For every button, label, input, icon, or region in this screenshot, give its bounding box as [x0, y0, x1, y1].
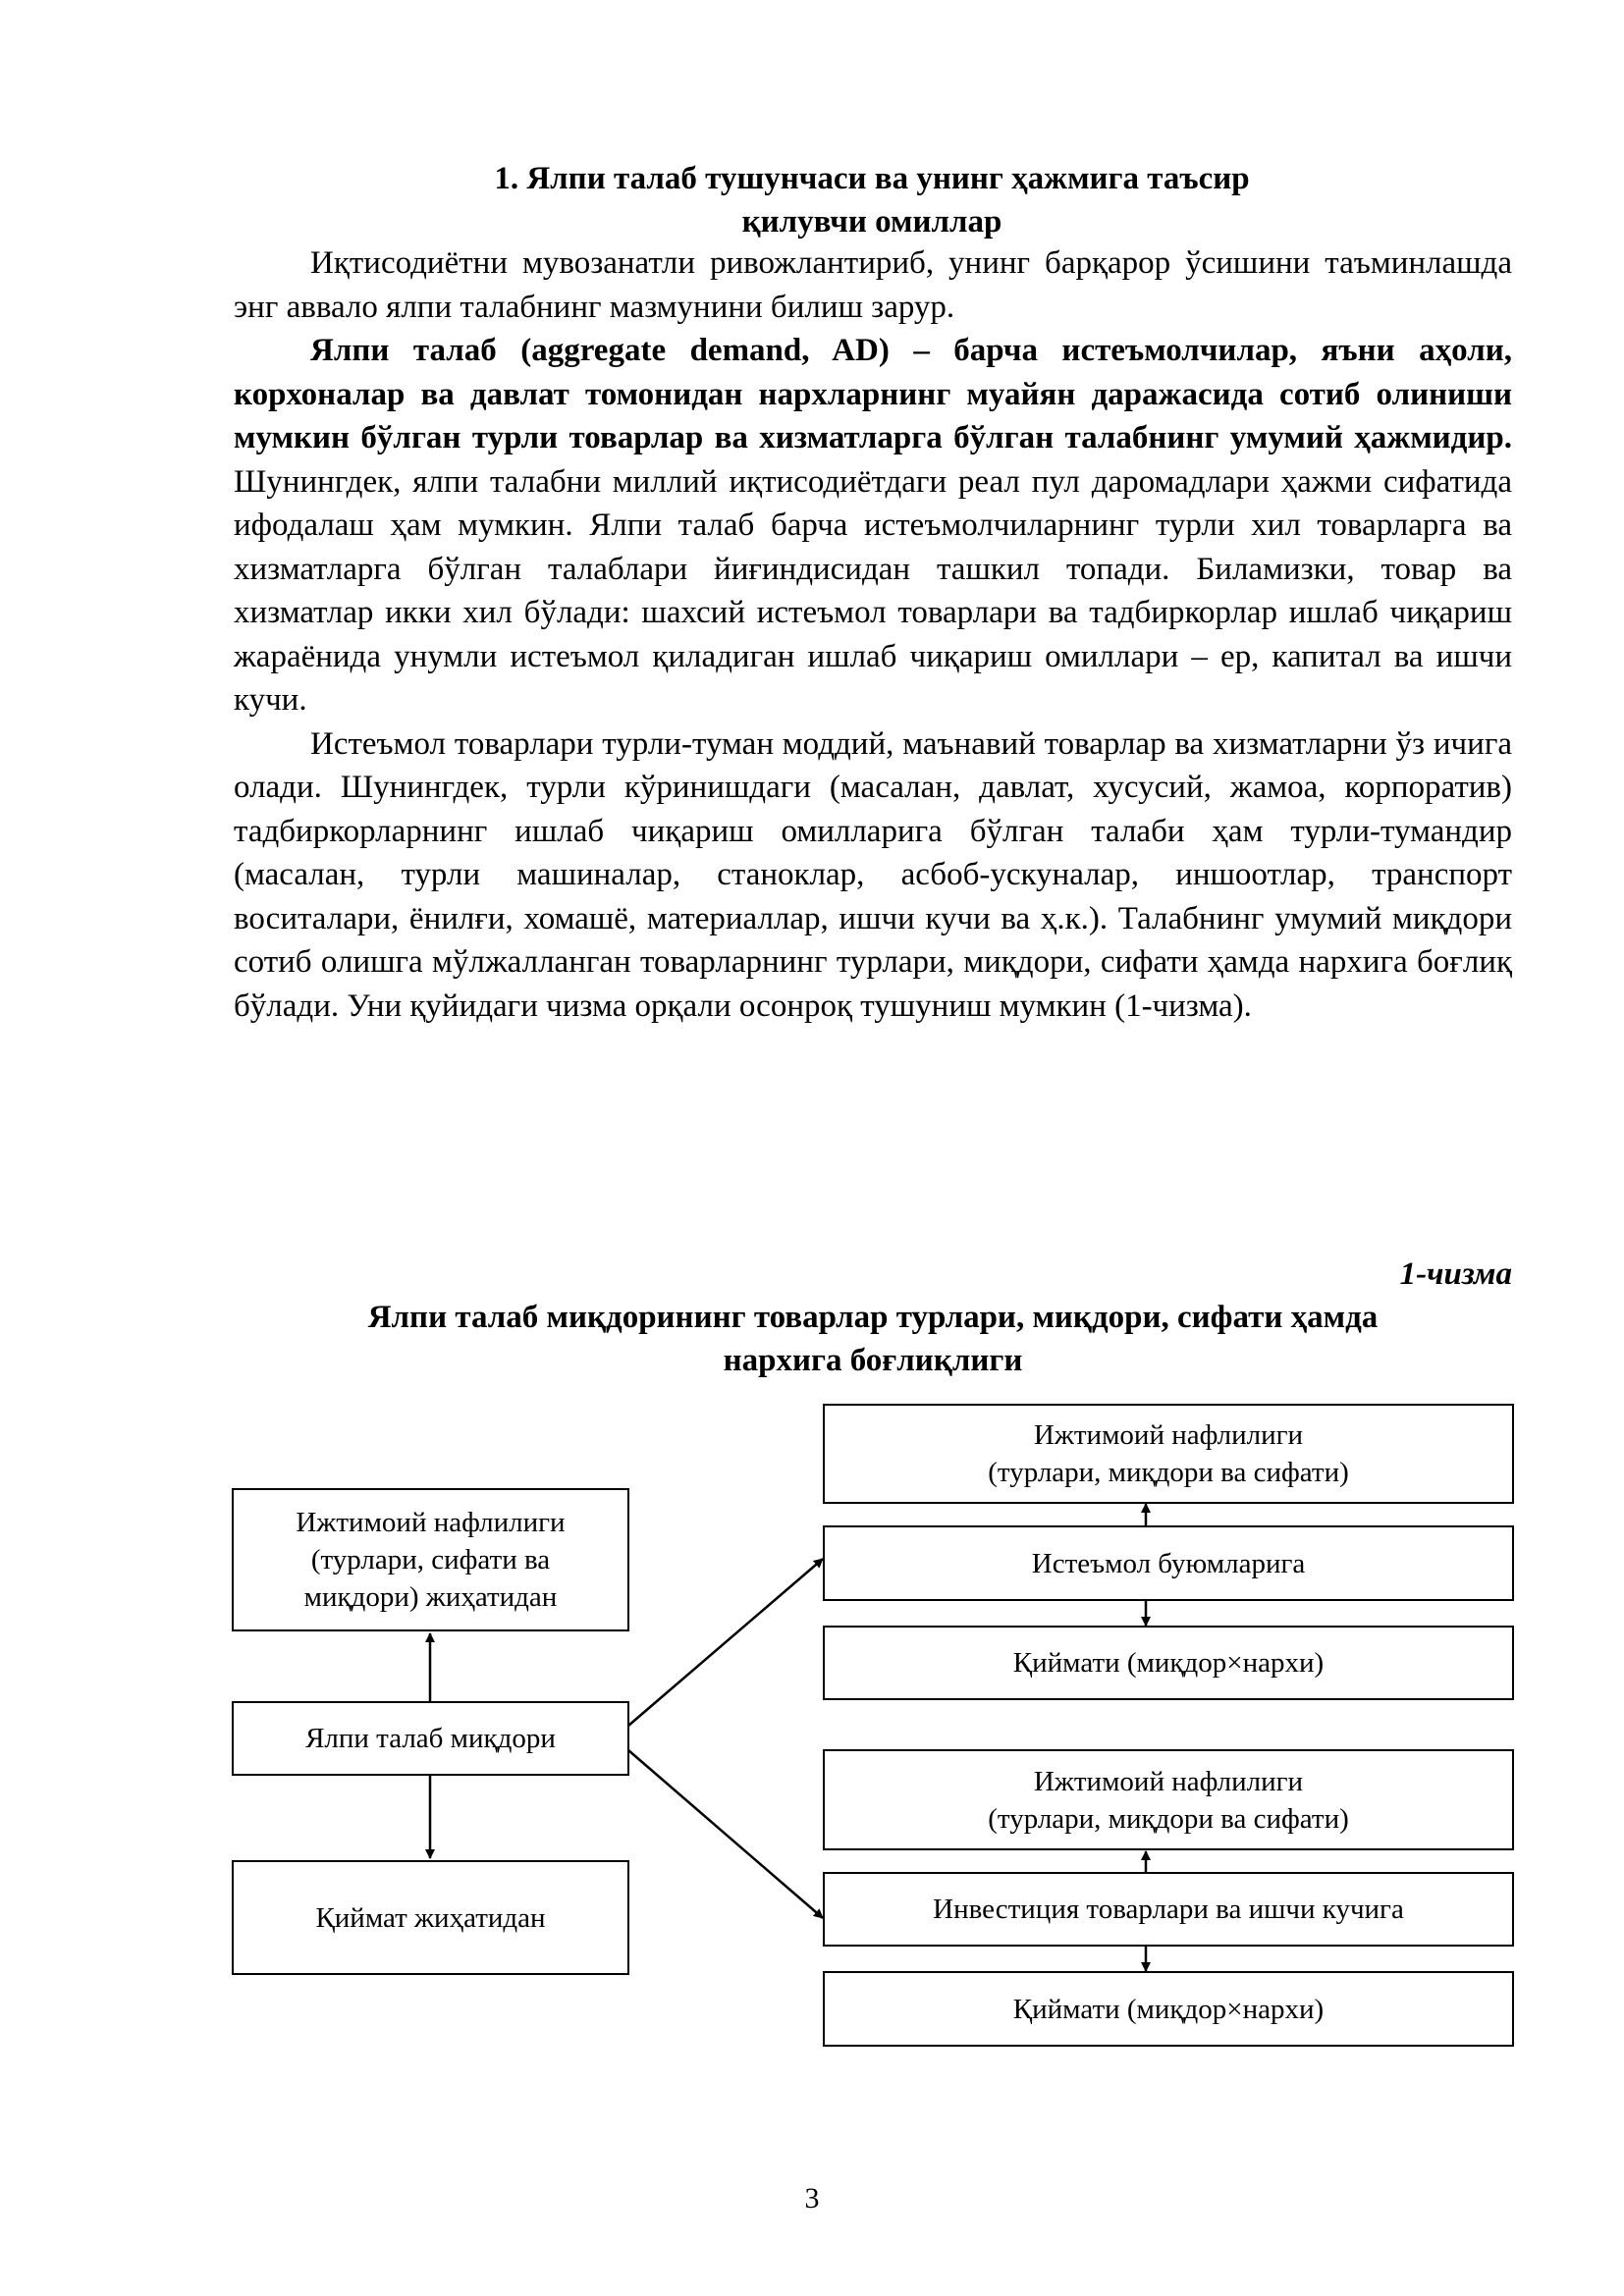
- box-consumer-goods-text: Истеъмол буюмларига: [1031, 1547, 1306, 1579]
- box-aggregate-demand: [232, 1701, 629, 1776]
- box-value-top: [823, 1626, 1514, 1700]
- box-value-left: [232, 1860, 629, 1975]
- box-value-bottom-text: Қиймати (миқдор×нархи): [1012, 1993, 1325, 2025]
- box-social-utility-top-text: Ижтимоий нафлилиги (турлари, миқдори ва сифати): [988, 1419, 1349, 1488]
- box-investment-goods-text: Инвестиция товарлари ва ишчи кучига: [933, 1894, 1404, 1925]
- section-title-line-1: 1. Ялпи талаб тушунчаси ва унинг ҳажмига таъсир: [494, 161, 1250, 196]
- section-title-line-2: қилувчи омиллар: [741, 204, 1002, 240]
- figure-title-line-2: нархига боғлиқлиги: [723, 1343, 1023, 1378]
- paragraph-3: Истеъмол товарлари турли-туман моддий, маънавий товарлар ва хизматларни ўз ичига олади. Шунингдек, турли кўринишдаги (масалан, давлат, хусусий, жамоа, корпоратив) тадбиркорларнинг ишлаб чиқариш омилларига бўлган талаби ҳам турли-тумандир (масалан, турли машиналар, станоклар, асбоб-ускуналар, иншоотлар, транспорт воситалари, ёнилғи, хомашё, материаллар, ишчи кучи ва ҳ.к.). Талабнинг умумий миқдори сотиб олишга мўлжалланган товарларнинг турлари, миқдори, сифати ҳамда нархига боғлиқ бўлади. Уни қуйидаги чизма орқали осонроқ тушуниш мумкин (1-чизма).: [234, 725, 1512, 1024]
- paragraph-1: Иқтисодиётни мувозанатли ривожлантириб, унинг барқарор ўсишини таъминлашда энг аввало ялпи талабнинг мазмунини билиш зарур.: [234, 245, 1512, 325]
- arrow-to-consumer: [628, 1559, 823, 1726]
- box-value-bottom: [823, 1971, 1514, 2047]
- box-consumer-goods: [823, 1525, 1514, 1601]
- box-investment-goods: [823, 1872, 1514, 1947]
- figure-title-line-1: Ялпи талаб миқдорининг товарлар турлари, миқдори, сифати ҳамда: [367, 1300, 1379, 1335]
- box-social-utility-bottom: [823, 1749, 1514, 1850]
- paragraph-2-rest: Шунингдек, ялпи талабни миллий иқтисодиётдаги реал пул даромадлари ҳажми сифатида ифодалаш ҳам мумкин. Ялпи талаб барча истеъмолчиларнинг турли хил товарларга ва хизматларга бўлган талаблари йиғиндисидан ташкил топади. Биламизки, товар ва хизматлар икки хил бўлади: шахсий истеъмол товарлари ва тадбиркорлар ишлаб чиқариш жараёнида унумли истеъмол қиладиган ишлаб чиқариш омиллари – ер, капитал ва ишчи кучи.: [234, 463, 1512, 718]
- box-value-left-text: Қиймат жиҳатидан: [315, 1901, 546, 1934]
- box-social-utility-left: [232, 1488, 629, 1631]
- figure-label: 1-чизма: [1399, 1256, 1512, 1292]
- box-social-utility-bottom-text: Ижтимоий нафлилиги (турлари, миқдори ва сифати): [988, 1765, 1349, 1835]
- box-social-utility-left-text: Ижтимоий нафлилиги (турлари, сифати ва миқдори) жиҳатидан: [296, 1507, 566, 1613]
- page-number: 3: [804, 2182, 820, 2215]
- box-social-utility-top: [823, 1404, 1514, 1504]
- box-aggregate-demand-text: Ялпи талаб миқдори: [305, 1723, 556, 1754]
- definition-bold: Ялпи талаб (aggregate demand, AD) – барча истеъмолчилар, яъни аҳоли, корхоналар ва давлат томонидан нархларнинг муайян даражасида сотиб олиниши мумкин бўлган турли товарлар ва хизматларга бўлган талабнинг умумий ҳажмидир.: [234, 333, 1512, 455]
- arrow-to-investment: [628, 1750, 823, 1918]
- box-value-top-text: Қиймати (миқдор×нархи): [1012, 1647, 1325, 1679]
